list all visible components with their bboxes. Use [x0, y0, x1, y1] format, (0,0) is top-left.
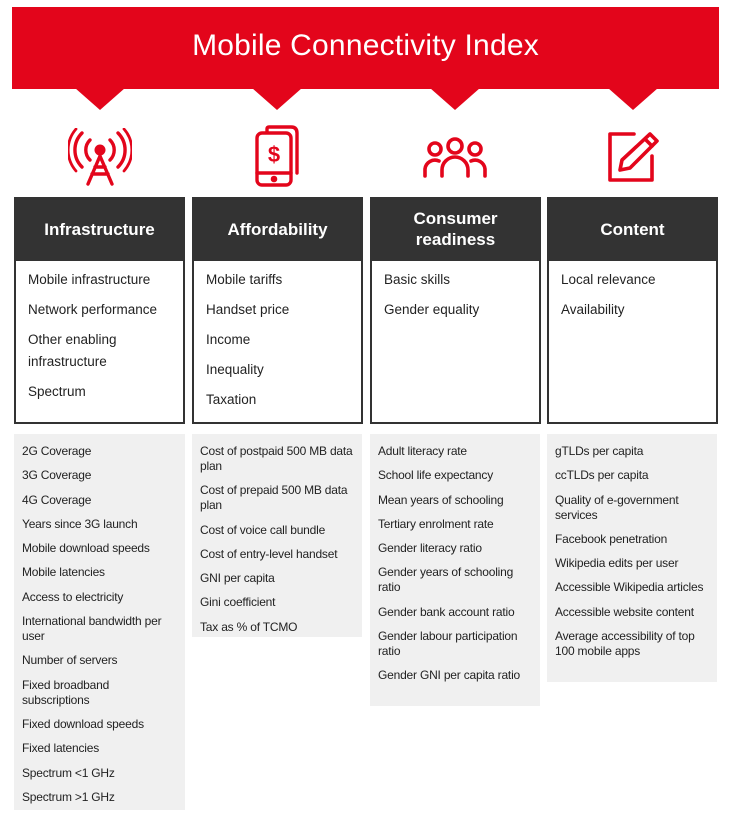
- indicator-item: Years since 3G launch: [22, 516, 138, 531]
- people-icon: [422, 136, 488, 178]
- indicator-item: Gini coefficient: [200, 595, 276, 610]
- indicator-item: Cost of voice call bundle: [200, 522, 326, 537]
- indicator-item: GNI per capita: [200, 571, 275, 586]
- subcategory-item: Handset price: [206, 302, 290, 317]
- column-heading: Content: [547, 197, 718, 261]
- indicator-item: Mean years of schooling: [378, 492, 504, 507]
- column-heading: Affordability: [192, 197, 363, 261]
- svg-text:$: $: [267, 142, 281, 167]
- indicator-item: Cost of prepaid 500 MB data plan: [200, 483, 348, 513]
- subcategory-box: [192, 261, 363, 424]
- indicator-item: Fixed broadband subscriptions: [22, 677, 110, 707]
- indicator-box: [547, 434, 717, 682]
- indicator-item: Quality of e-government services: [555, 492, 679, 522]
- banner-pointer-2: [252, 88, 302, 110]
- subcategory-item: Gender equality: [384, 302, 480, 317]
- subcategory-item: Basic skills: [384, 272, 451, 287]
- subcategory-item: Income: [206, 332, 251, 347]
- indicator-box: [370, 434, 540, 706]
- indicator-item: Gender literacy ratio: [378, 541, 482, 556]
- indicator-item: Adult literacy rate: [378, 444, 467, 458]
- banner-pointer-1: [75, 88, 125, 110]
- subcategory-item: Other enabling infrastructure: [28, 332, 117, 369]
- indicator-item: Gender bank account ratio: [378, 604, 515, 619]
- indicator-item: Cost of postpaid 500 MB data plan: [200, 444, 353, 473]
- indicator-item: Accessible website content: [555, 604, 694, 619]
- subcategory-box: [370, 261, 541, 424]
- subcategory-item: Mobile infrastructure: [28, 272, 151, 287]
- indicator-item: International bandwidth per user: [22, 614, 162, 644]
- title-banner: [12, 7, 719, 89]
- indicator-item: Spectrum >1 GHz: [22, 789, 115, 804]
- subcategory-box: [547, 261, 718, 424]
- banner-pointer-3: [430, 88, 480, 110]
- indicator-item: ccTLDs per capita: [555, 468, 649, 483]
- indicator-box: [192, 434, 362, 637]
- subcategory-box: [14, 261, 185, 424]
- indicator-item: Number of servers: [22, 653, 118, 668]
- edit-icon: [606, 130, 660, 184]
- column-heading: Infrastructure: [14, 197, 185, 261]
- subcategory-item: Local relevance: [561, 272, 656, 287]
- indicator-item: Wikipedia edits per user: [555, 556, 679, 571]
- subcategory-item: Availability: [561, 302, 625, 317]
- indicator-item: Cost of entry-level handset: [200, 546, 338, 561]
- mobile-payment-icon: [253, 125, 301, 187]
- indicator-item: 4G Coverage: [22, 492, 92, 507]
- indicator-item: Access to electricity: [22, 589, 124, 604]
- subcategory-item: Network performance: [28, 302, 158, 317]
- indicator-item: Mobile download speeds: [22, 541, 150, 556]
- indicator-item: Gender labour participation ratio: [378, 629, 518, 659]
- column-heading: Consumer readiness: [370, 197, 541, 261]
- indicator-box: [14, 434, 185, 810]
- banner-pointer-4: [608, 88, 658, 110]
- indicator-item: Gender years of schooling ratio: [378, 565, 514, 595]
- page-title: Mobile Connectivity Index: [192, 29, 539, 62]
- indicator-item: gTLDs per capita: [555, 444, 644, 458]
- antenna-icon: [68, 128, 132, 186]
- subcategory-item: Spectrum: [28, 384, 86, 399]
- indicator-item: Mobile latencies: [22, 565, 105, 580]
- indicator-item: School life expectancy: [378, 468, 494, 483]
- indicator-item: Accessible Wikipedia articles: [555, 580, 704, 595]
- indicator-item: 3G Coverage: [22, 468, 92, 483]
- subcategory-item: Inequality: [206, 362, 264, 377]
- subcategory-item: Mobile tariffs: [206, 272, 283, 287]
- indicator-item: Average accessibility of top 100 mobile apps: [555, 629, 695, 659]
- indicator-item: 2G Coverage: [22, 444, 92, 458]
- indicator-item: Tertiary enrolment rate: [378, 516, 494, 531]
- indicator-item: Fixed latencies: [22, 741, 100, 756]
- indicator-item: Facebook penetration: [555, 531, 668, 546]
- indicator-item: Gender GNI per capita ratio: [378, 668, 521, 683]
- indicator-item: Spectrum <1 GHz: [22, 765, 115, 780]
- indicator-item: Tax as % of TCMO: [200, 619, 298, 634]
- indicator-item: Fixed download speeds: [22, 716, 144, 731]
- subcategory-item: Taxation: [206, 392, 257, 407]
